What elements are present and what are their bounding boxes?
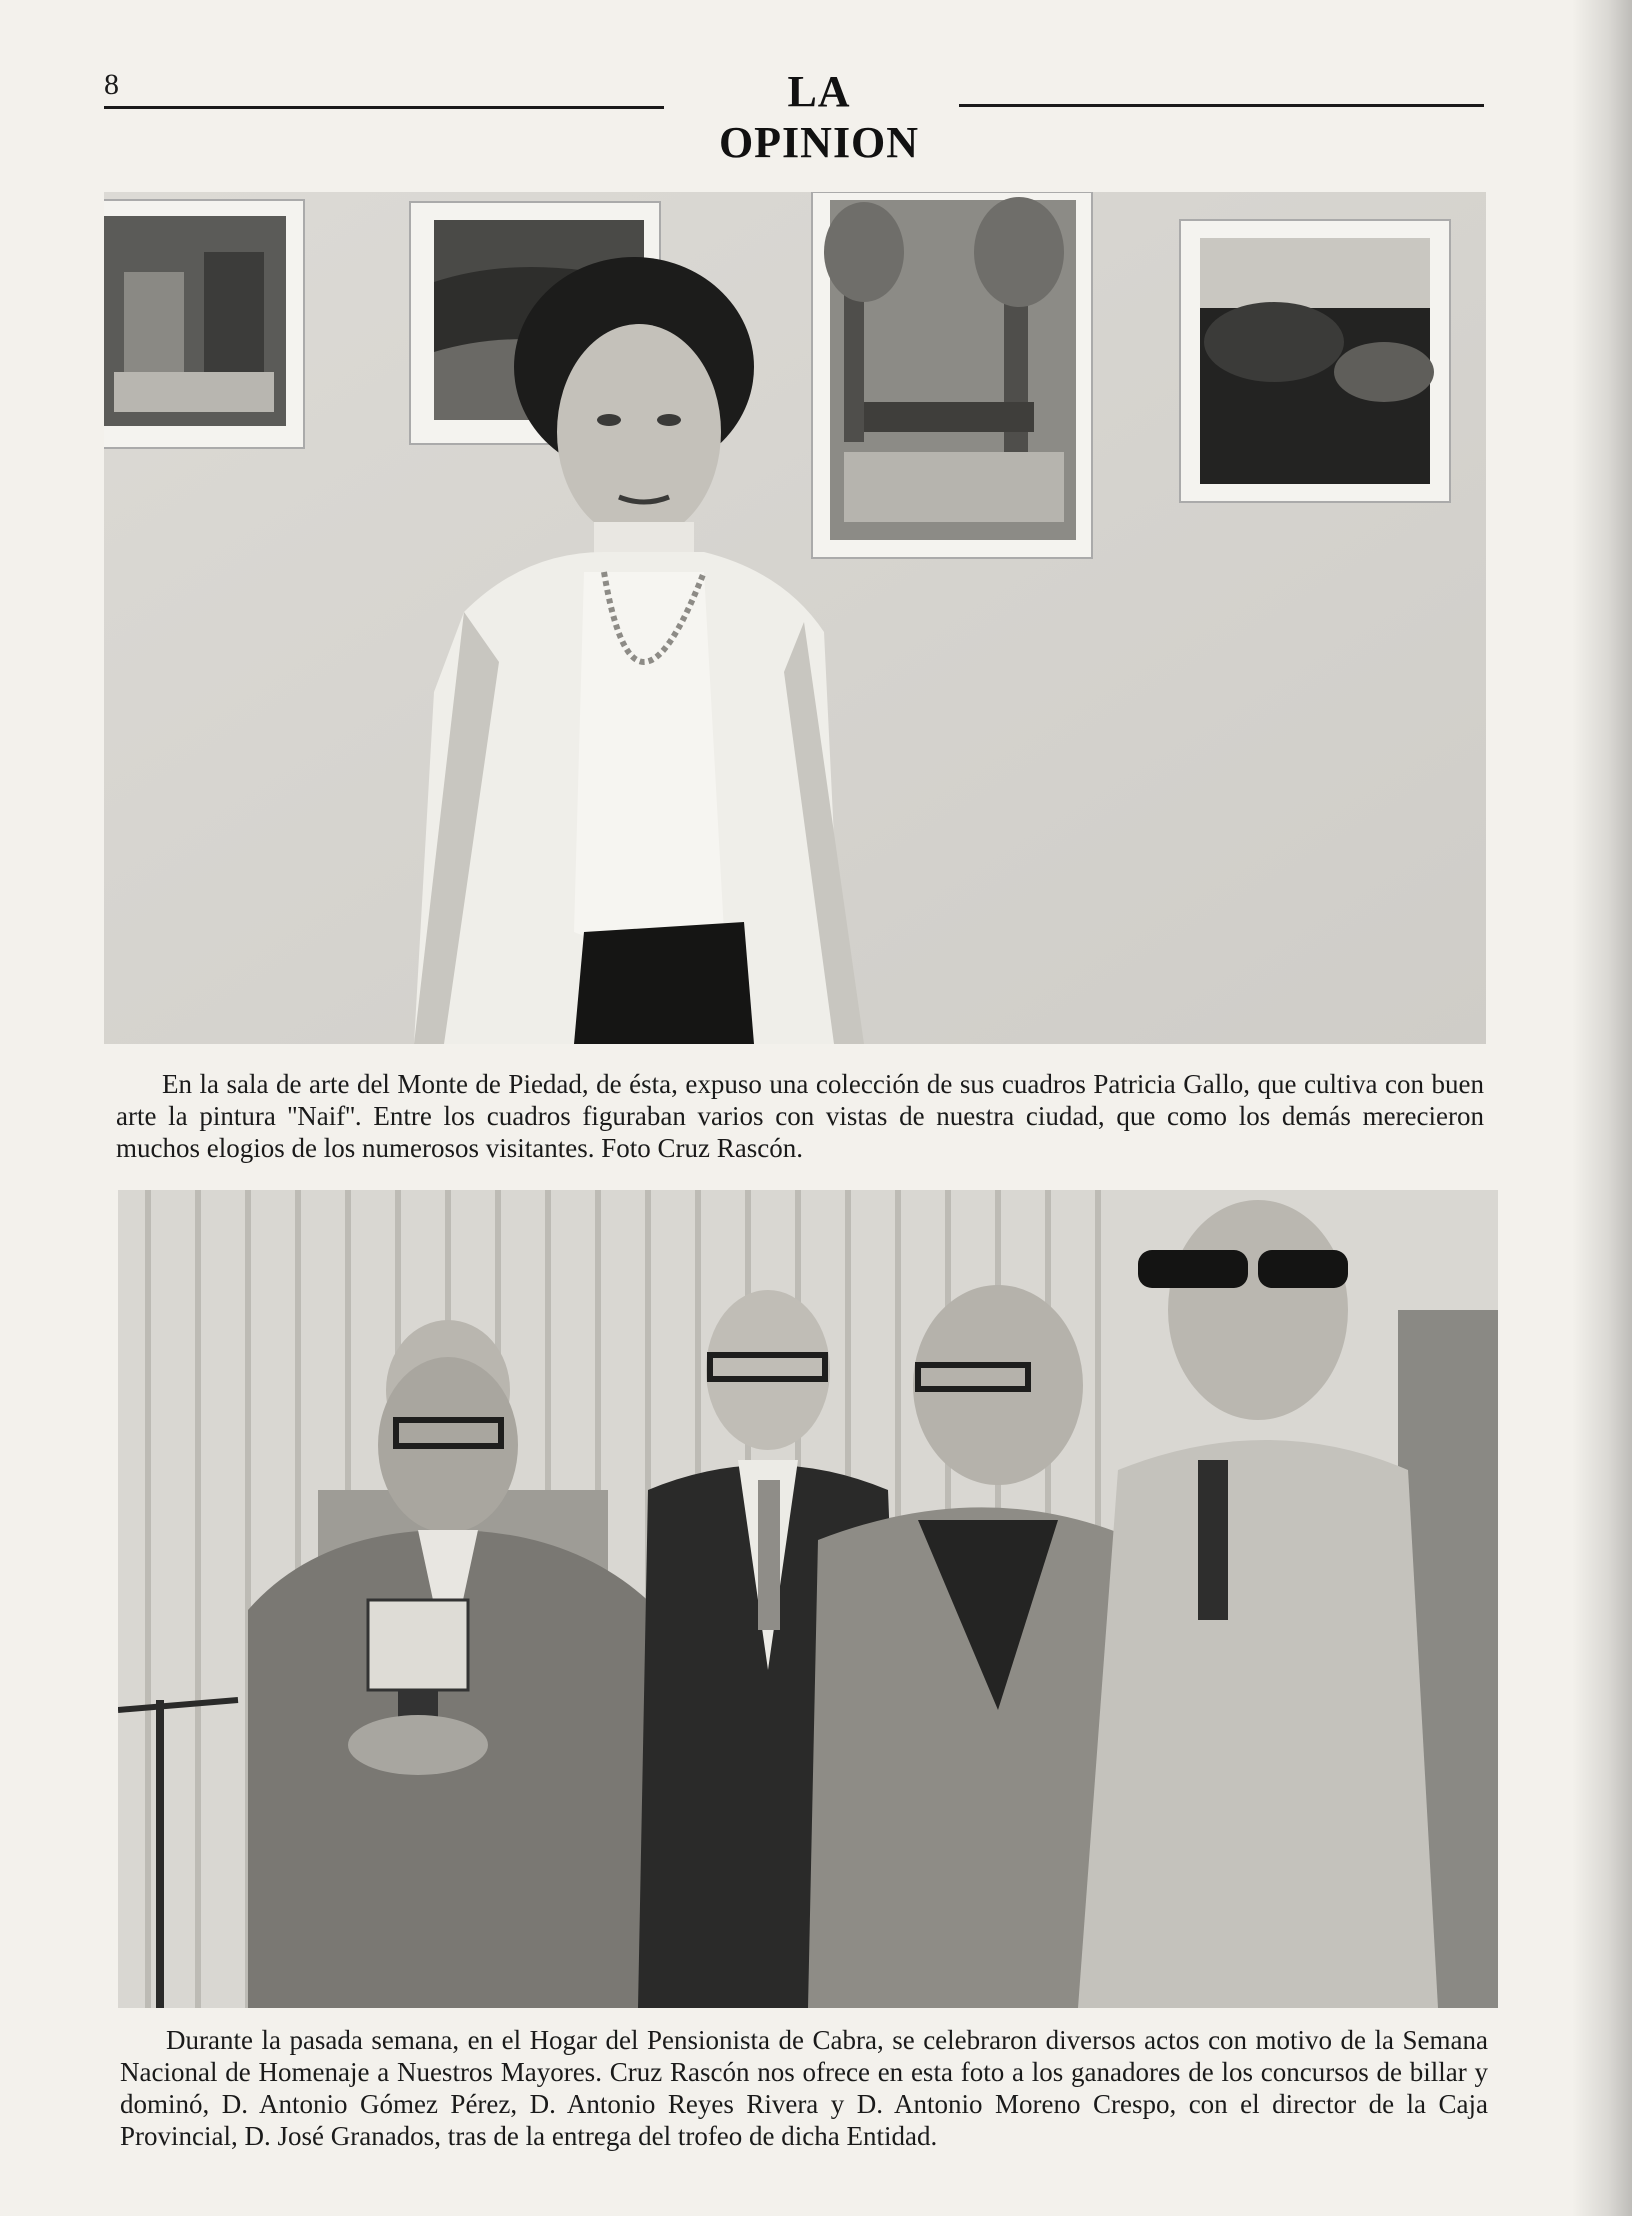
page-header [104, 66, 1484, 167]
page-number: 8 [104, 68, 119, 101]
caption-trophy: Durante la pasada semana, en el Hogar del Pensionista de Cabra, se celebraron diversos actos con motivo de la Semana Nacional de Homenaje a Nuestros Mayores. Cruz Rascón nos ofrece en esta foto a los ganadores de los concursos de billar y dominó, D. Antonio Gómez Pérez, D. Antonio Reyes Rivera y D. Antonio Moreno Crespo, con el director de la Caja Provincial, D. José Granados, tras de la entrega del trofeo de dicha Entidad. [120, 2025, 1488, 2151]
caption-exhibition: En la sala de arte del Monte de Piedad, de ésta, expuso una colección de sus cuadros Patricia Gallo, que cultiva con buen arte la pintura ''Naif''. Entre los cuadros figuraban varios con vistas de nuestra ciudad, que como los demás merecieron muchos elogios de los numerosos visitantes. Foto Cruz Rascón. [116, 1069, 1484, 1163]
header-rule-left [104, 106, 664, 109]
header-rule-right [959, 104, 1484, 107]
photo-trophy-ceremony [118, 1190, 1498, 2008]
photo-exhibition [104, 192, 1486, 1044]
photo-trophy-illustration [118, 1190, 1498, 2008]
page-edge-shadow [1572, 0, 1632, 2216]
publication-title: LA OPINION [718, 67, 920, 167]
photo-exhibition-illustration [104, 192, 1486, 1044]
